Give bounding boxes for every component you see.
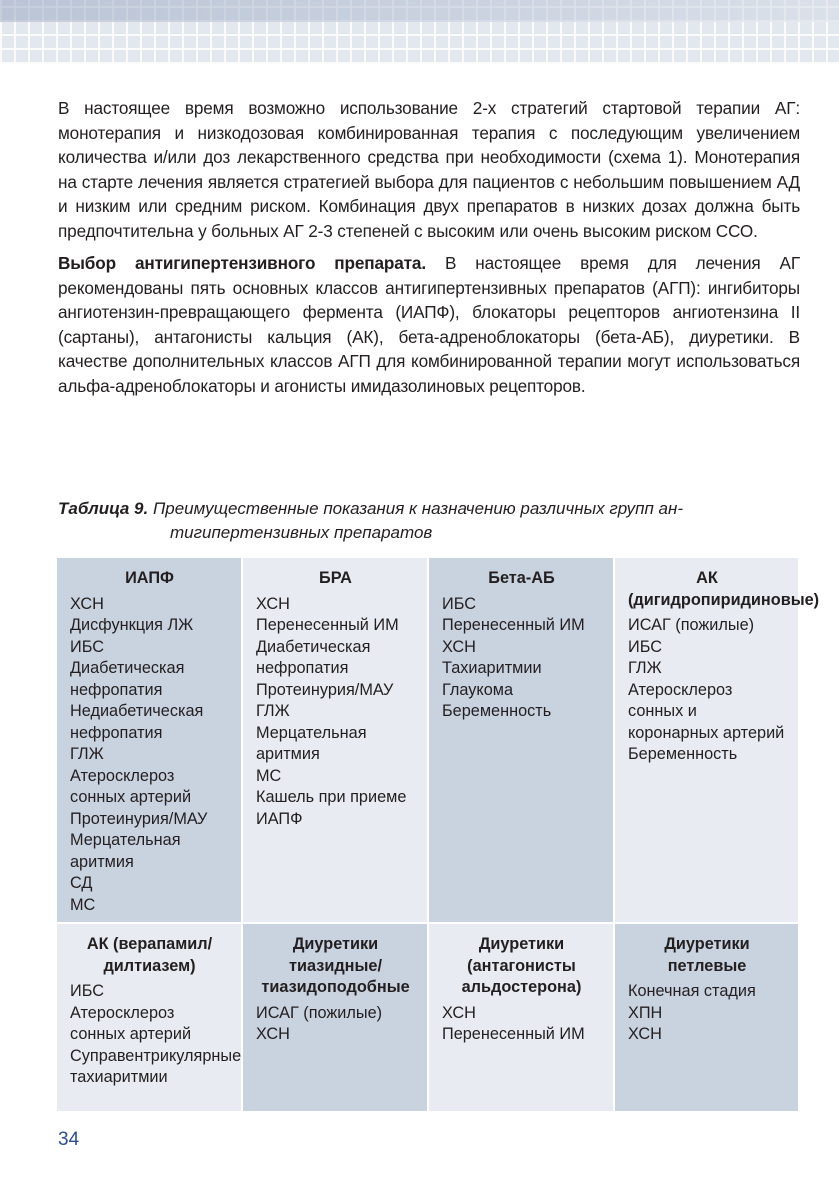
table-cell-item: ИБС (628, 637, 662, 656)
table-cell-item: ХСН (70, 594, 104, 613)
table-cell-title: Диуретики тиазидные/тиазидоподобные (261, 935, 410, 996)
table-cell (56, 923, 242, 1112)
table-cell-item: Дисфункция ЛЖ (70, 616, 194, 634)
table-cell-title: Бета-АБ (488, 569, 555, 587)
paragraph-drug-choice (58, 251, 800, 398)
table-cell-item: ХСН (256, 1025, 290, 1043)
table-cell-item: Тахиаритмии (442, 659, 542, 677)
table-cell (428, 923, 614, 1112)
table-cell-title: БРА (319, 569, 352, 587)
table-cell-item: Протеинурия/МАУ (70, 809, 208, 828)
table-cell-item: ИБС (70, 637, 104, 656)
table-cell-item: ХСН (628, 1025, 662, 1043)
table-cell-item: Перенесенный ИМ (442, 1025, 585, 1043)
table-cell-item: Протеинурия/МАУ (256, 680, 394, 699)
table-cell-item: МС (256, 766, 282, 785)
table-cell-item: Мерцательная аритмия (256, 723, 367, 763)
table-cell-item: Диабетическая нефропатия (256, 637, 371, 677)
table-cell-title: АК (дигидропиридиновые) (628, 569, 820, 609)
page-number: 34 (58, 1129, 80, 1150)
table-row (56, 923, 799, 1112)
decorative-header-gradient (0, 0, 839, 22)
table-cell-item: Беременность (628, 745, 738, 763)
table-caption-line2: тигипертензивных препаратов (170, 523, 433, 542)
table-cell-item: ХСН (442, 1003, 476, 1022)
table-cell (242, 557, 428, 923)
table-cell-item: Диабетическая нефропатия (70, 659, 185, 699)
table-cell-title: ИАПФ (125, 569, 174, 587)
table-cell-item: Суправентрикулярные тахиаритмии (70, 1046, 242, 1086)
table-row (56, 557, 799, 923)
table-cell-item: Атеросклероз сонных артерий (70, 766, 192, 806)
table-cell-item: ХСН (256, 594, 290, 613)
table-cell-item: Недиабетическая нефропатия (70, 702, 204, 742)
table-caption-label: Таблица 9. (58, 499, 149, 518)
table-cell-item: ИСАГ (пожилые) (256, 1003, 383, 1022)
table-cell-item: Мерцательная аритмия (70, 831, 181, 871)
table-cell-item: Конечная стадия ХПН (628, 982, 756, 1022)
table-cell-title: Диуретики петлевые (664, 935, 750, 975)
table-cell-title: АК (верапамил/ дилтиазем) (86, 935, 213, 975)
table-cell-item: Глаукома (442, 680, 514, 699)
paragraph-strategies (58, 96, 800, 243)
table-cell-item: Кашель при приеме ИАПФ (256, 788, 407, 828)
paragraph-drug-choice-text: В настоящее время для лечения АГ рекомендованы пять основных классов антигипертензивных препаратов (АГП): ингибиторы ангиотензин-превращающего фермента (ИАПФ), блокаторы рецепторов ангиотензина II (сартаны), антагонисты кальция (АК), бета-адреноблокаторы (бета-АБ), диуретики. В качестве дополнительных классов АГП для комбинированной терапии могут использоваться альфа-адреноблокаторы и агонисты имидазолиновых рецепторов. (58, 253, 801, 396)
table-cell (614, 923, 799, 1112)
table-cell-item: Перенесенный ИМ (256, 616, 399, 634)
table-cell-item: СД (70, 874, 93, 892)
table-cell-item: Беременность (442, 702, 552, 720)
table-cell-item: Атеросклероз сонных и коронарных артерий (628, 680, 785, 742)
table-cell (56, 557, 242, 923)
table-cell-item: ХСН (442, 637, 476, 656)
table-cell-item: ИБС (442, 594, 476, 613)
table-cell-item: ГЛЖ (628, 659, 662, 677)
table-cell-title: Диуретики (антагонисты альдостерона) (461, 935, 582, 996)
table-cell-item: Перенесенный ИМ (442, 616, 585, 634)
table-caption-line1: Преимущественные показания к назначению различных групп ан- (148, 499, 684, 518)
body-text (58, 96, 800, 406)
table-cell-item: ГЛЖ (256, 702, 290, 720)
table-cell-item: Атеросклероз сонных артерий (70, 1003, 192, 1043)
table-cell-item: ИСАГ (пожилые) (628, 616, 755, 634)
indications-table (55, 556, 820, 1113)
table-cell (242, 923, 428, 1112)
table-cell-item: МС (70, 895, 96, 914)
table-cell (428, 557, 614, 923)
table-cell (614, 557, 820, 923)
paragraph-drug-choice-heading: Выбор антигипертензивного препарата. (58, 253, 426, 273)
table-cell-item: ГЛЖ (70, 745, 104, 763)
paragraph-strategies-text: В настоящее время возможно использование 2-х стратегий стартовой терапии АГ: монотерапия и низкодозовая комбинированная терапия с последующим увеличением количества и/или доз лекарственного средства при необходимости (схема 1). Монотерапия на старте лечения является стратегией выбора для пациентов с небольшим повышением АД и низким или средним риском. Комбинация двух препаратов в низких дозах должна быть предпочтительна у больных АГ 2-3 степеней с высоким или очень высоким риском ССО. (58, 98, 800, 241)
table-cell-item: ИБС (70, 982, 104, 1000)
table-caption (58, 497, 800, 545)
